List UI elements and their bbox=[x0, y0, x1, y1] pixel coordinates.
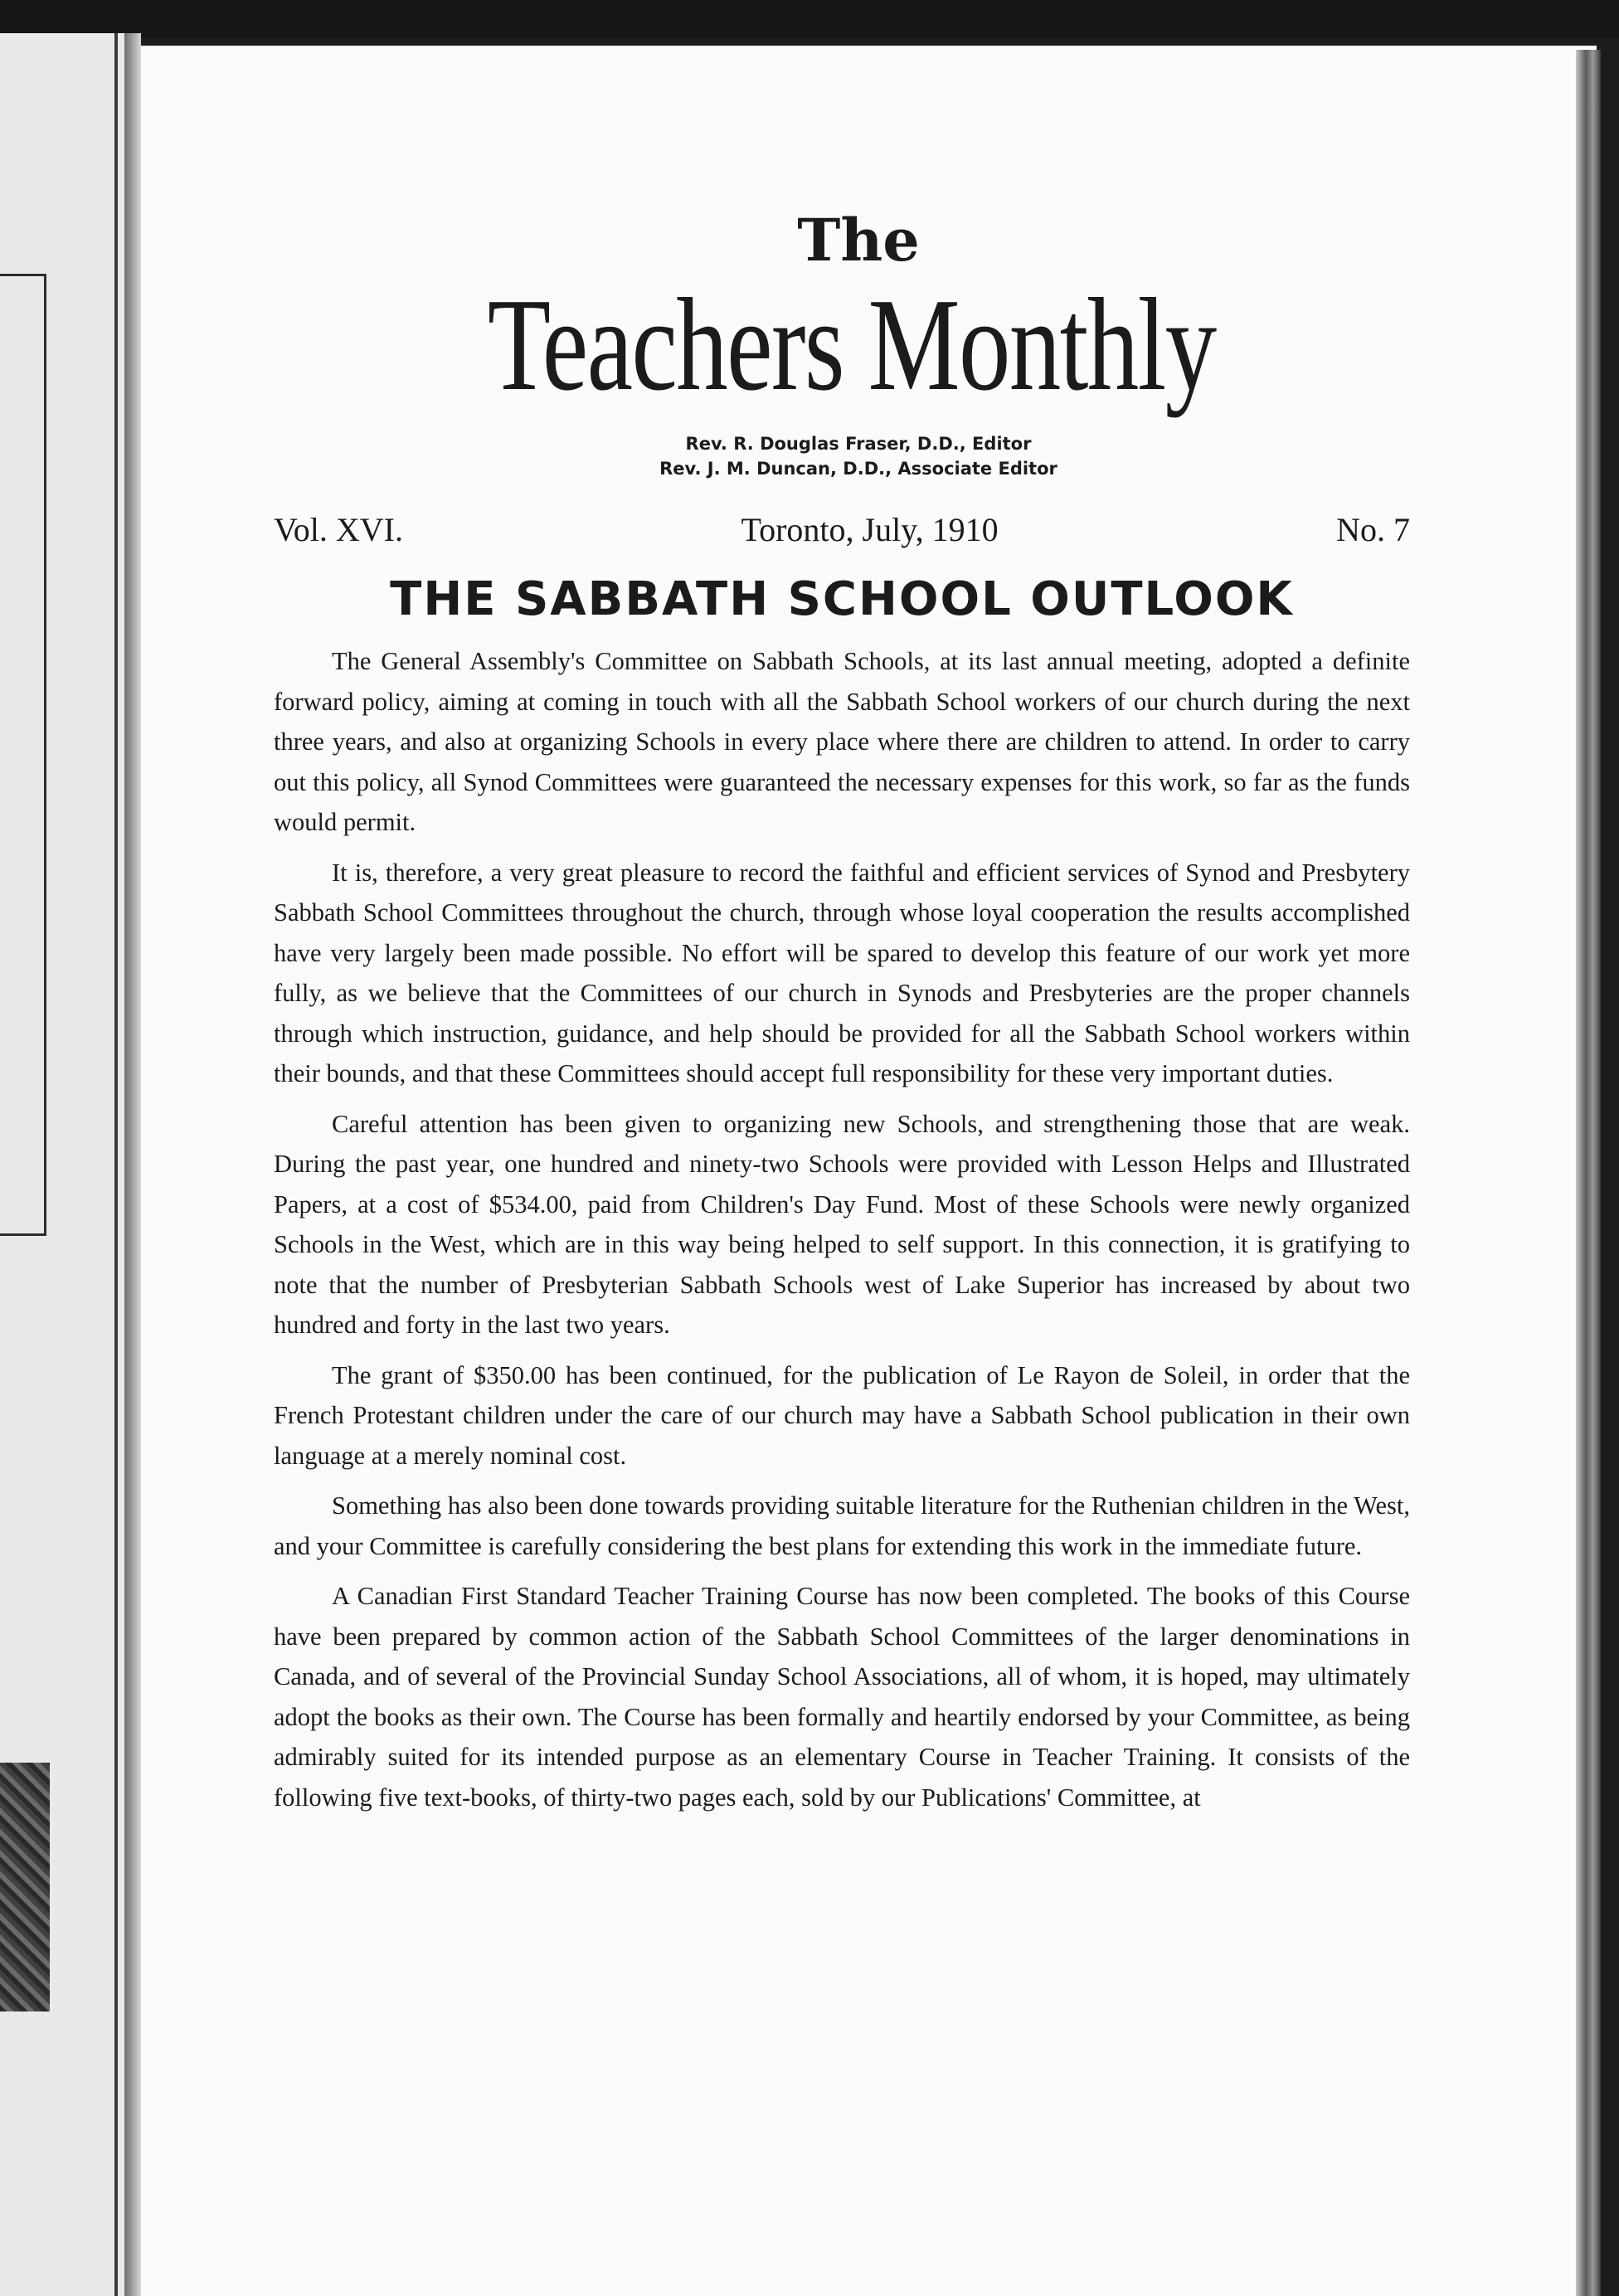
scan-top-border bbox=[0, 0, 1619, 37]
page-content bbox=[274, 207, 1410, 1827]
facing-page-frame bbox=[0, 274, 46, 1236]
article-paragraph: The General Assembly's Committee on Sabbath Schools, at its last annual meeting, adopted a definite forward policy, aiming at coming in touch with all the Sabbath School workers of our church during the next three years, and also at organizing Schools in every place where there are children to attend. In order to carry out this policy, all Synod Committees were guaranteed the necessary expenses for this work, so far as the funds would permit. bbox=[274, 647, 1410, 836]
masthead-title: Teachers Monthly bbox=[487, 270, 1216, 418]
article-body bbox=[274, 641, 1410, 1817]
associate-editor-line: Rev. J. M. Duncan, D.D., Associate Editor bbox=[659, 459, 1057, 479]
editor-line: Rev. R. Douglas Fraser, D.D., Editor bbox=[685, 434, 1032, 454]
facing-page-rule bbox=[114, 33, 118, 2296]
article-headline: THE SABBATH SCHOOL OUTLOOK bbox=[390, 572, 1294, 626]
article-paragraph: Careful attention has been given to organizing new Schools, and strengthening those that are weak. During the past year, one hundred and ninety-two Schools were provided with Lesson Helps and Illustrated Papers, at a cost of $534.00, paid from Children's Day Fund. Most of these Schools were newly organized Schools in the West, which are in this way being helped to self support. In this connection, it is gratifying to note that the number of Presbyterian Sabbath Schools west of Lake Superior has increased by about two hundred and forty in the last two years. bbox=[274, 1109, 1410, 1339]
place-date-label: Toronto, July, 1910 bbox=[741, 511, 999, 548]
article-paragraph: The grant of $350.00 has been continued, for the publication of Le Rayon de Soleil, in order that the French Protestant children under the care of our church may have a Sabbath School publication in their own language at a merely nominal cost. bbox=[274, 1360, 1410, 1470]
page-stack-edge bbox=[1576, 50, 1601, 2296]
volume-label: Vol. XVI. bbox=[274, 511, 403, 548]
article-paragraph: Something has also been done towards providing suitable literature for the Ruthenian children in the West, and your Committee is carefully considering the best plans for extending this work in the immediate future. bbox=[274, 1491, 1410, 1560]
facing-page-edge bbox=[0, 33, 124, 2296]
issue-line bbox=[274, 510, 1410, 549]
editors-block bbox=[274, 431, 1410, 481]
facing-page-photo bbox=[0, 1763, 50, 2011]
article-paragraph: A Canadian First Standard Teacher Training Course has now been completed. The books of this Course have been prepared by common action of the Sabbath School Committees of the larger denominations in Canada, and of several of the Provincial Sunday School Associations, all of whom, it is hoped, may ultimately adopt the books as their own. The Course has been formally and heartily endorsed by your Committee, as being admirably suited for its intended purpose as an elementary Course in Teacher Training. It consists of the following five text-books, of thirty-two pages each, sold by our Publications' Committee, at bbox=[274, 1582, 1410, 1812]
masthead-the: The bbox=[797, 206, 920, 275]
article-paragraph: It is, therefore, a very great pleasure to record the faithful and efficient services of Synod and Presbytery Sabbath School Committees throughout the church, through whose loyal cooperation the results accomplished have very largely been made possible. No effort will be spared to develop this feature of our work yet more fully, as we believe that the Committees of our church in Synods and Presbyteries are the proper channels through which instruction, guidance, and help should be provided for all the Sabbath School workers within their bounds, and that these Committees should accept full responsibility for these very important duties. bbox=[274, 858, 1410, 1087]
book-gutter-shadow bbox=[124, 33, 141, 2296]
issue-number-label: No. 7 bbox=[1336, 511, 1410, 548]
